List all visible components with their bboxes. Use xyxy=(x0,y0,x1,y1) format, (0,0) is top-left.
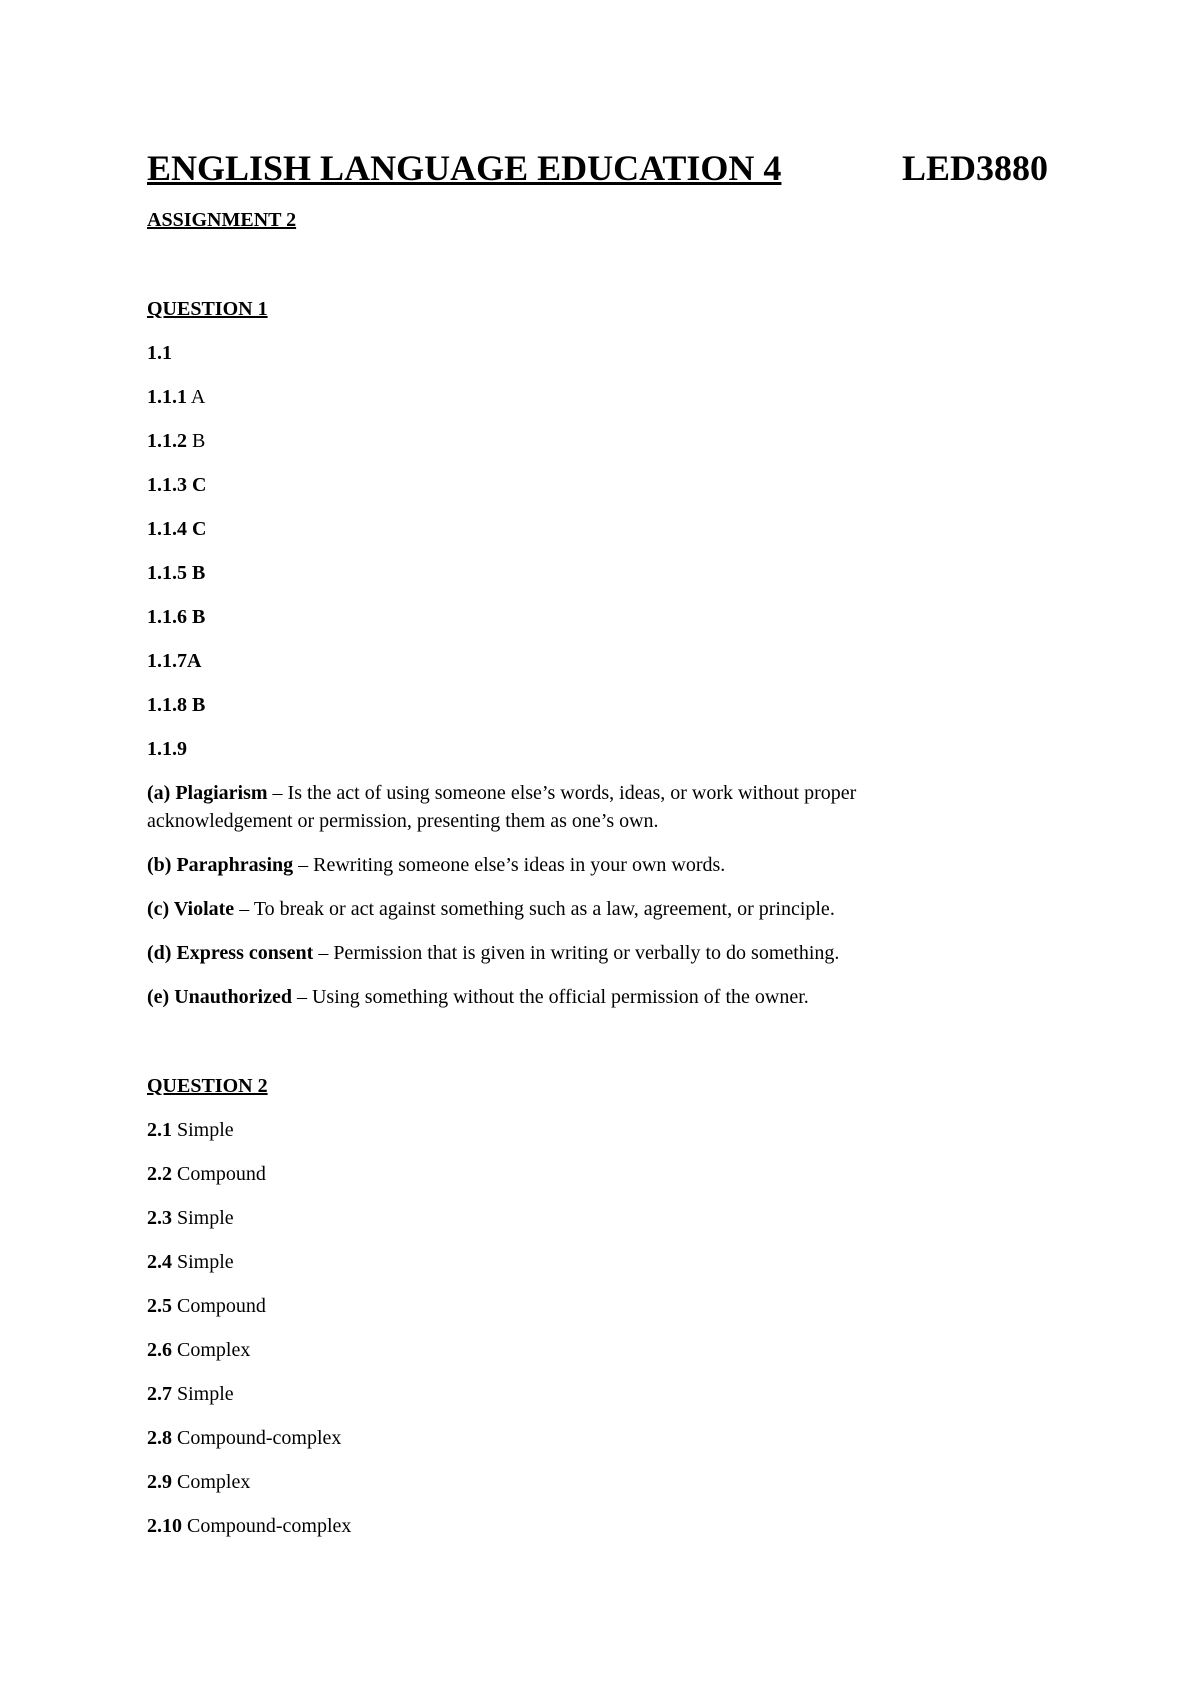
definition-plagiarism xyxy=(147,779,977,835)
answer-1-1-7: 1.1.7A xyxy=(147,650,202,672)
definition-term: (c) Violate xyxy=(147,898,235,920)
section-1-1-9: 1.1.9 xyxy=(147,738,187,760)
answer-value: Simple xyxy=(172,1383,234,1405)
section-1-1: 1.1 xyxy=(147,342,172,364)
answer-1-1-6: 1.1.6 B xyxy=(147,606,206,628)
answer-number: 2.3 xyxy=(147,1207,172,1229)
definition-text: – Is the act of using someone else’s words, ideas, or work without proper acknowledgement or permission, presenting them as one’s own. xyxy=(147,782,857,832)
assignment-heading: ASSIGNMENT 2 xyxy=(147,209,297,231)
answer-2-4 xyxy=(147,1248,234,1276)
answer-number: 2.1 xyxy=(147,1119,172,1141)
answer-2-6 xyxy=(147,1336,250,1364)
definition-text: – Permission that is given in writing or verbally to do something. xyxy=(313,942,840,964)
answer-2-7 xyxy=(147,1380,234,1408)
definition-term: (b) Paraphrasing xyxy=(147,854,294,876)
answer-2-10 xyxy=(147,1512,351,1540)
answer-value: Compound-complex xyxy=(182,1515,352,1537)
answer-2-1 xyxy=(147,1116,234,1144)
answer-number: 2.4 xyxy=(147,1251,172,1273)
definition-term: (a) Plagiarism xyxy=(147,782,268,804)
answer-2-3 xyxy=(147,1204,234,1232)
question-1-heading: QUESTION 1 xyxy=(147,298,268,320)
answer-number: 2.8 xyxy=(147,1427,172,1449)
question-2-heading: QUESTION 2 xyxy=(147,1075,268,1097)
answer-2-8 xyxy=(147,1424,341,1452)
answer-value: Simple xyxy=(172,1207,234,1229)
answer-1-1-5: 1.1.5 B xyxy=(147,562,206,584)
definition-express-consent xyxy=(147,939,839,967)
answer-1-1-4: 1.1.4 C xyxy=(147,518,207,540)
course-code: LED3880 xyxy=(902,148,1049,188)
definition-text: – Using something without the official permission of the owner. xyxy=(291,986,809,1008)
answer-2-5 xyxy=(147,1292,266,1320)
answer-number: 2.10 xyxy=(147,1515,182,1537)
answer-value: Complex xyxy=(172,1471,251,1493)
answer-1-1-8: 1.1.8 B xyxy=(147,694,206,716)
answer-number: 1.1.1 xyxy=(147,386,187,408)
answer-value: Simple xyxy=(172,1251,234,1273)
answer-value: Simple xyxy=(172,1119,234,1141)
answer-value: B xyxy=(187,430,206,452)
definition-paraphrasing xyxy=(147,851,725,879)
document-title xyxy=(147,146,1052,190)
answer-number: 1.1.2 xyxy=(147,430,187,452)
course-title: ENGLISH LANGUAGE EDUCATION 4 xyxy=(147,148,782,188)
answer-2-2 xyxy=(147,1160,266,1188)
answer-number: 2.9 xyxy=(147,1471,172,1493)
answer-number: 2.7 xyxy=(147,1383,172,1405)
answer-1-1-2 xyxy=(147,427,205,455)
answer-value: Compound xyxy=(172,1295,266,1317)
answer-1-1-3: 1.1.3 C xyxy=(147,474,207,496)
definition-text: – To break or act against something such as a law, agreement, or principle. xyxy=(234,898,835,920)
answer-value: Complex xyxy=(172,1339,251,1361)
definition-text: – Rewriting someone else’s ideas in your own words. xyxy=(293,854,726,876)
answer-number: 2.6 xyxy=(147,1339,172,1361)
answer-number: 2.2 xyxy=(147,1163,172,1185)
answer-number: 2.5 xyxy=(147,1295,172,1317)
answer-2-9 xyxy=(147,1468,250,1496)
definition-term: (e) Unauthorized xyxy=(147,986,292,1008)
answer-value: Compound xyxy=(172,1163,266,1185)
definition-violate xyxy=(147,895,835,923)
answer-1-1-1 xyxy=(147,383,205,411)
answer-value: A xyxy=(187,386,206,408)
definition-unauthorized xyxy=(147,983,809,1011)
answer-value: Compound-complex xyxy=(172,1427,342,1449)
definition-term: (d) Express consent xyxy=(147,942,314,964)
